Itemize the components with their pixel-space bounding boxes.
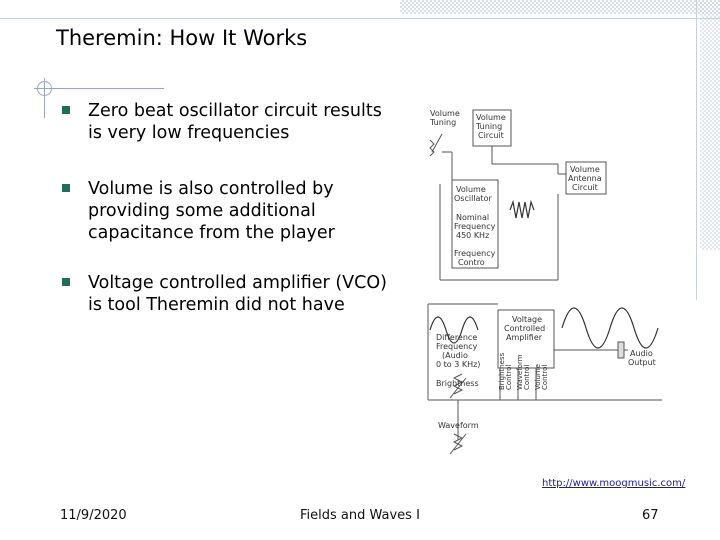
- svg-text:AudioOutput: Audio Output: [628, 349, 656, 367]
- bullet-item: [62, 272, 388, 316]
- circle-ornament: [37, 81, 52, 96]
- svg-text:VoltageControlledAmplifier: Voltage Controlled Amplifier: [504, 315, 546, 342]
- bullet-square-icon: [62, 106, 70, 114]
- svg-text:DifferenceFrequency(Audio0 to: Difference Frequency (Audio 0 to 3 KHz): [436, 333, 481, 369]
- slide-title: Theremin: How It Works: [56, 26, 308, 50]
- oscillator-wave: [510, 202, 534, 218]
- svg-text:BrightnessControl: BrightnessControl: [498, 352, 513, 390]
- side-pattern: [700, 0, 720, 250]
- top-rule: [0, 18, 720, 19]
- output-wave: [562, 308, 658, 348]
- title-rule: [34, 88, 164, 89]
- bullet-text: Voltage controlled amplifier (VCO) is tool Theremin did not have: [88, 273, 387, 315]
- svg-text:FrequencyContro: Frequency Contro: [454, 249, 496, 267]
- footer-date: 11/9/2020: [60, 508, 127, 523]
- svg-text:VolumeTuning: Volume Tuning: [430, 109, 460, 127]
- svg-text:VolumeOscillator: Volume Oscillator: [454, 185, 492, 203]
- footer-course: Fields and Waves I: [300, 508, 420, 523]
- diagram-labels: [429, 109, 656, 430]
- svg-text:VolumeControl: VolumeControl: [534, 363, 549, 390]
- svg-text:NominalFrequency450 KHz: Nominal Frequency 450 KHz: [454, 213, 496, 240]
- bullet-square-icon: [62, 184, 70, 192]
- svg-text:Waveform: Waveform: [438, 421, 479, 430]
- bullet-square-icon: [62, 278, 70, 286]
- svg-text:VolumeAntennaCircuit: Volume Antenna Circuit: [568, 165, 602, 192]
- svg-text:Brightness: Brightness: [436, 379, 479, 388]
- header-pattern: [400, 0, 720, 14]
- right-rule: [696, 0, 697, 300]
- bullet-text: Zero beat oscillator circuit results is very low frequencies: [88, 101, 382, 143]
- bullet-item: [62, 100, 388, 144]
- page-number: 67: [642, 508, 659, 523]
- svg-text:WaveformControl: WaveformControl: [516, 354, 531, 390]
- svg-text:VolumeTuningCircuit: Volume Tuning Circuit: [476, 113, 506, 140]
- source-link[interactable]: http://www.moogmusic.com/: [542, 478, 686, 489]
- bullet-text: Volume is also controlled by providing some additional capacitance from the player: [88, 179, 335, 243]
- theremin-block-diagram: [418, 100, 662, 462]
- bullet-item: [62, 178, 388, 244]
